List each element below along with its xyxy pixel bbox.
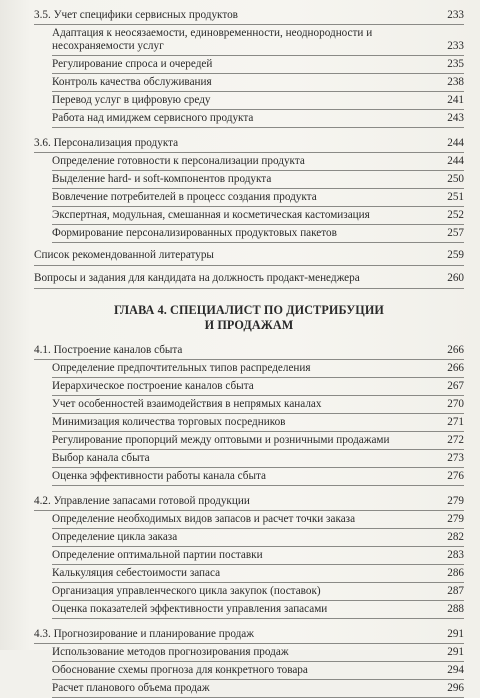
entry-page: 291 bbox=[447, 646, 464, 658]
toc-entry-4-3 bbox=[34, 625, 464, 644]
entry-page: 294 bbox=[447, 664, 464, 676]
entry-page: 267 bbox=[447, 380, 464, 392]
toc-subentry bbox=[52, 662, 464, 680]
toc-subentry bbox=[52, 414, 464, 432]
toc-entry-questions bbox=[34, 266, 464, 289]
toc-subentry bbox=[52, 56, 464, 74]
entry-page: 238 bbox=[447, 76, 464, 88]
entry-title: Калькуляция себестоимости запаса bbox=[52, 567, 221, 579]
toc-subentry bbox=[52, 378, 464, 396]
entry-title: Экспертная, модульная, смешанная и косметическая кастомизация bbox=[52, 209, 370, 221]
entry-title: Оценка эффективности работы канала сбыта bbox=[52, 470, 266, 482]
entry-title: Расчет планового объема продаж bbox=[52, 682, 210, 694]
entry-page: 244 bbox=[447, 155, 464, 167]
chapter-heading-line-1: ГЛАВА 4. СПЕЦИАЛИСТ ПО ДИСТРИБУЦИИ bbox=[113, 303, 385, 317]
entry-page: 266 bbox=[447, 344, 464, 356]
entry-page: 243 bbox=[447, 112, 464, 124]
toc-subentry bbox=[52, 680, 464, 698]
entry-title: Формирование персонализированных продуктовых пакетов bbox=[52, 227, 337, 239]
entry-title: Определение цикла заказа bbox=[52, 531, 178, 543]
toc-entry-3-6 bbox=[34, 134, 464, 153]
entry-title: Определение предпочтительных типов распределения bbox=[52, 362, 311, 374]
toc-subentry bbox=[52, 360, 464, 378]
entry-page: 279 bbox=[447, 495, 464, 507]
entry-title: 4.1. Построение каналов сбыта bbox=[34, 344, 183, 356]
entry-page: 251 bbox=[447, 191, 464, 203]
entry-page: 276 bbox=[447, 470, 464, 482]
entry-page: 270 bbox=[447, 398, 464, 410]
toc-subentry bbox=[52, 565, 464, 583]
entry-title: Обоснование схемы прогноза для конкретного товара bbox=[52, 664, 308, 676]
toc-subentry bbox=[52, 468, 464, 486]
entry-page: 252 bbox=[447, 209, 464, 221]
entry-page: 260 bbox=[447, 272, 464, 284]
toc-subentry bbox=[52, 529, 464, 547]
toc-entry-3-5 bbox=[34, 6, 464, 25]
toc-subentry bbox=[52, 25, 464, 56]
toc-subentry bbox=[52, 92, 464, 110]
entry-title: Использование методов прогнозирования продаж bbox=[52, 646, 289, 658]
entry-page: 282 bbox=[447, 531, 464, 543]
entry-page: 266 bbox=[447, 362, 464, 374]
entry-title: Регулирование спроса и очередей bbox=[52, 58, 213, 70]
toc-subentry bbox=[52, 601, 464, 619]
toc-subentry bbox=[52, 450, 464, 468]
entry-title: Работа над имиджем сервисного продукта bbox=[52, 112, 254, 124]
entry-page: 286 bbox=[447, 567, 464, 579]
entry-page: 296 bbox=[447, 682, 464, 694]
entry-title: 3.6. Персонализация продукта bbox=[34, 137, 179, 149]
toc-subentry bbox=[52, 511, 464, 529]
toc-subentry bbox=[52, 189, 464, 207]
toc-subentry bbox=[52, 396, 464, 414]
entry-title: Вопросы и задания для кандидата на должность продакт-менеджера bbox=[34, 272, 360, 284]
entry-page: 250 bbox=[447, 173, 464, 185]
toc-subentry bbox=[52, 432, 464, 450]
entry-page: 271 bbox=[447, 416, 464, 428]
toc-entry-4-1 bbox=[34, 341, 464, 360]
entry-page: 233 bbox=[447, 40, 464, 52]
entry-page: 259 bbox=[447, 249, 464, 261]
entry-page: 287 bbox=[447, 585, 464, 597]
entry-title: Учет особенностей взаимодействия в непрямых каналах bbox=[52, 398, 322, 410]
toc-subentry bbox=[52, 583, 464, 601]
entry-title: Выделение hard- и soft-компонентов продукта bbox=[52, 173, 272, 185]
entry-page: 291 bbox=[447, 628, 464, 640]
toc-subentry bbox=[52, 110, 464, 128]
toc-subentry bbox=[52, 171, 464, 189]
entry-title: Минимизация количества торговых посредников bbox=[52, 416, 286, 428]
chapter-heading bbox=[34, 303, 464, 333]
entry-page: 257 bbox=[447, 227, 464, 239]
entry-title: Иерархическое построение каналов сбыта bbox=[52, 380, 254, 392]
entry-page: 241 bbox=[447, 94, 464, 106]
entry-title: Выбор канала сбыта bbox=[52, 452, 150, 464]
entry-title: 4.2. Управление запасами готовой продукции bbox=[34, 495, 250, 507]
entry-title: Перевод услуг в цифровую среду bbox=[52, 94, 211, 106]
toc-subentry bbox=[52, 153, 464, 171]
toc-subentry bbox=[52, 225, 464, 243]
entry-page: 244 bbox=[447, 137, 464, 149]
entry-title: 3.5. Учет специфики сервисных продуктов bbox=[34, 9, 238, 21]
entry-page: 279 bbox=[447, 513, 464, 525]
entry-title: Контроль качества обслуживания bbox=[52, 76, 212, 88]
entry-page: 272 bbox=[447, 434, 464, 446]
toc-entry-4-2 bbox=[34, 492, 464, 511]
entry-title: Адаптация к неосязаемости, единовременности, неоднородности и несохраняемости услуг bbox=[52, 27, 373, 52]
entry-title: 4.3. Прогнозирование и планирование продаж bbox=[34, 628, 255, 640]
entry-page: 233 bbox=[447, 9, 464, 21]
entry-title: Оценка показателей эффективности управления запасами bbox=[52, 603, 328, 615]
entry-page: 273 bbox=[447, 452, 464, 464]
entry-title: Вовлечение потребителей в процесс создания продукта bbox=[52, 191, 317, 203]
entry-page: 288 bbox=[447, 603, 464, 615]
toc-subentry bbox=[52, 74, 464, 92]
toc-entry-literature bbox=[34, 243, 464, 266]
toc-subentry bbox=[52, 547, 464, 565]
entry-page: 235 bbox=[447, 58, 464, 70]
chapter-heading-line-2: И ПРОДАЖАМ bbox=[204, 318, 294, 332]
toc-subentry bbox=[52, 644, 464, 662]
entry-title: Организация управленческого цикла закупок (поставок) bbox=[52, 585, 321, 597]
entry-title: Регулирование пропорций между оптовыми и розничными продажами bbox=[52, 434, 390, 446]
entry-title: Определение оптимальной партии поставки bbox=[52, 549, 263, 561]
entry-title: Список рекомендованной литературы bbox=[34, 249, 214, 261]
entry-title: Определение необходимых видов запасов и расчет точки заказа bbox=[52, 513, 356, 525]
toc-subentry bbox=[52, 207, 464, 225]
table-of-contents bbox=[34, 6, 464, 698]
entry-page: 283 bbox=[447, 549, 464, 561]
entry-title: Определение готовности к персонализации продукта bbox=[52, 155, 305, 167]
